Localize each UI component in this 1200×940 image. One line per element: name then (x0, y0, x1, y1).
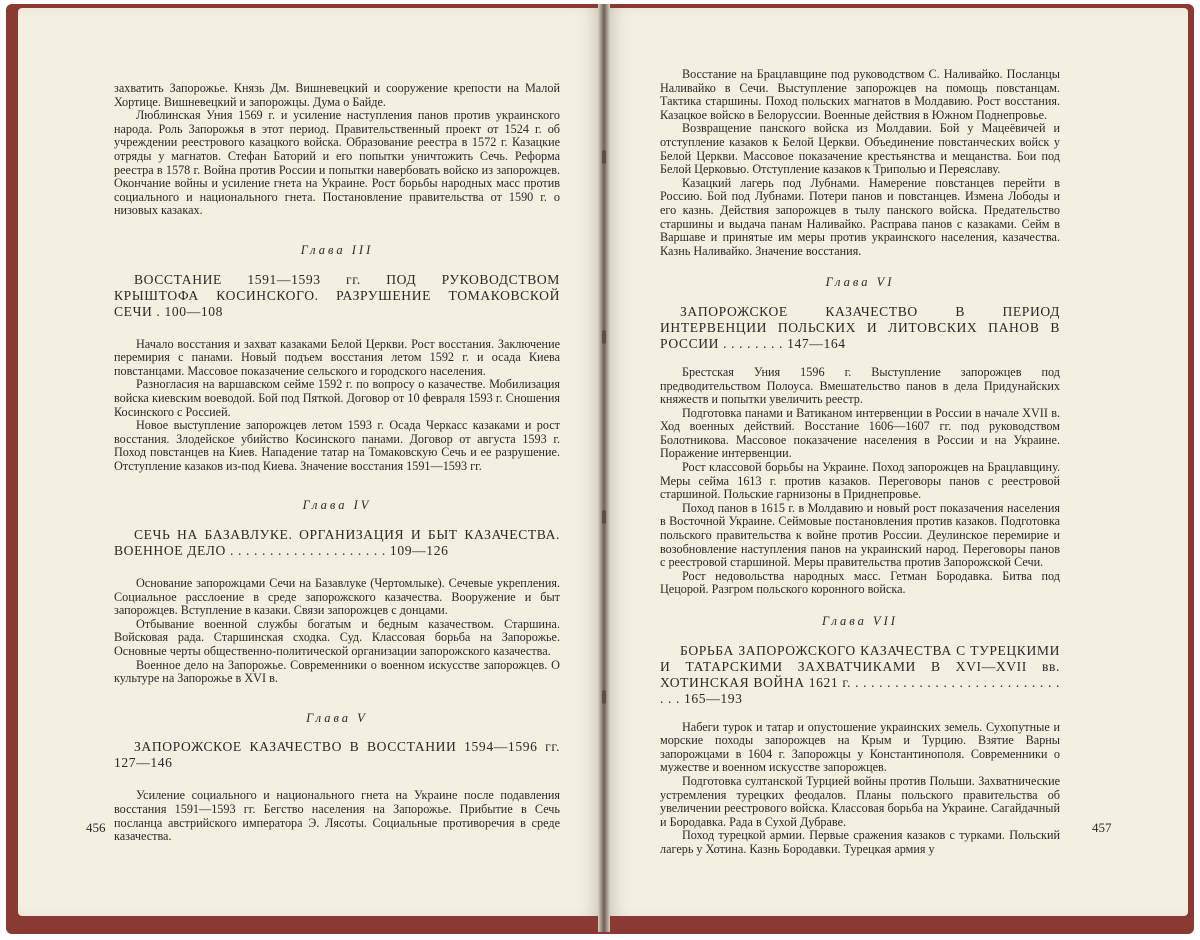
chapter-page-range: 100—108 (164, 303, 224, 319)
chapter-label: Глава VI (825, 275, 895, 290)
chapter-title (114, 739, 560, 771)
intro-paragraph: Казацкий лагерь под Лубнами. Намерение повстанцев перейти в Россию. Бой под Лубнами. Потери панов и повстанцев. Измена Лободы и его казнь. Действия запорожцев в тылу панского войска. Предательство старшины и выдача панам Наливайко. Расправа панов с казаками. Сейм в Варшаве и принятые им меры против украинского населения, казачества. Казнь Наливайко. Значение восстания. (660, 175, 1060, 258)
dot-leader: . . . . . . . . . . . . . . . . . . . . . . . . . . . . . (660, 674, 1060, 706)
intro-paragraph: Возвращение панского войска из Молдавии. Бой у Мацеёвичей и отступление казаков к Белой Церкви. Объединение повстанческих войск у Белой Церкви. Массовое показачение крестьянства и мещанства. Бои под Белой Церковью. Отступление казаков к Триполью и Переяславу. (660, 121, 1060, 177)
dot-leader: . . . . . . . . . . . . . . . . . . . . (225, 543, 390, 559)
chapter-label: Глава V (306, 710, 368, 725)
binding-stitch (602, 690, 606, 704)
chapter-title (660, 643, 1060, 707)
chapter-paragraph: Рост классовой борьбы на Украине. Поход запорожцев на Брацлавщину. Меры сейма 1613 г. против казаков. Переговоры панов с реестровой старшиной. Польские гарнизоны в Приднепровье. (660, 460, 1060, 502)
right-page (604, 8, 1188, 916)
chapter-paragraph: Начало восстания и захват казаками Белой Церкви. Рост восстания. Заключение перемирия с панами. Новый подъем восстания летом 1592 г. и осада Киева повстанцами. Массовое показачение сельского и городского населения. (114, 336, 560, 378)
right-page-text (660, 68, 1060, 857)
chapter-title (114, 272, 560, 320)
chapter-page-range: 127—146 (114, 755, 173, 771)
book-spine (598, 4, 610, 932)
chapter-paragraph: Основание запорожцами Сечи на Базавлуке (Чертомлыке). Сечевые укрепления. Социальное расслоение в среде запорожского казачества. Вооружение и быт запорожцев. Вступление в казаки. Связи запорожцев с донцами. (114, 576, 560, 618)
chapter-page-range: 147—164 (787, 335, 846, 351)
chapter-title (660, 304, 1060, 352)
chapter-title-text: ВОССТАНИЕ 1591—1593 гг. ПОД РУКОВОДСТВОМ КРЫШТОФА КОСИНСКОГО. РАЗРУШЕНИЕ ТОМАКОВСКОЙ СЕЧИ (114, 271, 560, 319)
intro-paragraph: Люблинская Уния 1569 г. и усиление наступления панов против украинского народа. Роль Запорожья в этот период. Правительственный проект от 1524 г. об учреждении реестрового казацкого войска. Образование реестра в 1572 г. Казацкие отряды у магнатов. Стефан Баторий и его попытки уничтожить Сечь. Реформа реестра в 1578 г. Война против России и попытки навербовать войско из запорожцев. Окончание войны и усиление гнета на Украине. Рост борьбы народных масс против социального и национального гнета. Постановление правительства от 1590 г. о низовых казаках. (114, 108, 560, 218)
chapter-label: Глава IV (302, 498, 372, 513)
chapter-label: Глава VII (822, 614, 898, 628)
chapter-page-range: 165—193 (684, 690, 743, 706)
chapter-paragraph: Набеги турок и татар и опустошение украинских земель. Сухопутные и морские походы запорожцев на Крым и Турцию. Взятие Варны запорожцами в 1604 г. Запорожцы у Константинополя. Современники о мужестве и военном искусстве запорожцев. (660, 719, 1060, 775)
chapter-paragraph: Поход панов в 1615 г. в Молдавию и новый рост показачения населения в Восточной Украине. Сеймовые постановления против казаков. Подготовка польского правительства к войне против России. Деулинское перемирие и возобновление наступления панов на украинский народ. Переговоры панов с реестровой старшиной. Меры правительства против Запорожской Сечи. (660, 500, 1060, 570)
chapter-title (114, 527, 560, 559)
left-page-text (114, 82, 560, 844)
chapter-paragraph: Рост недовольства народных масс. Гетман Бородавка. Битва под Цецорой. Разгром польского коронного войска. (660, 568, 1060, 597)
chapter-title-text: ЗАПОРОЖСКОЕ КАЗАЧЕСТВО В ПЕРИОД ИНТЕРВЕНЦИИ ПОЛЬСКИХ И ЛИТОВСКИХ ПАНОВ В РОССИИ (660, 303, 1060, 351)
chapter-title-text: БОРЬБА ЗАПОРОЖСКОГО КАЗАЧЕСТВА С ТУРЕЦКИМИ И ТАТАРСКИМИ ЗАХВАТЧИКАМИ В XVI—XVII вв. ХОТИНСКАЯ ВОЙНА 1621 г. (660, 642, 1060, 690)
binding-stitch (602, 510, 606, 524)
intro-paragraph: Восстание на Брацлавщине под руководством С. Наливайко. Посланцы Наливайко в Сечи. Выступление запорожцев на помощь повстанцам. Тактика старшины. Поход польских магнатов в Молдавию. Рост восстания. Казацкое войско в Белоруссии. Военные действия в Южном Поднепровье. (660, 67, 1060, 122)
chapter-paragraph: Разногласия на варшавском сейме 1592 г. по вопросу о казачестве. Мобилизация войска киевским воеводой. Бой под Пяткой. Договор от 10 февраля 1593 г. Сношения Косинского с Россией. (114, 377, 560, 419)
binding-stitch (602, 330, 606, 344)
chapter-title-text: СЕЧЬ НА БАЗАВЛУКЕ. ОРГАНИЗАЦИЯ И БЫТ КАЗАЧЕСТВА. ВОЕННОЕ ДЕЛО (114, 527, 560, 559)
page-number-left: 456 (86, 820, 106, 835)
dot-leader: . (152, 303, 165, 319)
chapter-paragraph: Поход турецкой армии. Первые сражения казаков с турками. Польский лагерь у Хотина. Казнь Бородавки. Турецкая армия у (660, 828, 1060, 856)
chapter-title-text: ЗАПОРОЖСКОЕ КАЗАЧЕСТВО В ВОССТАНИИ 1594—1596 гг. (134, 739, 560, 755)
chapter-paragraph: Военное дело на Запорожье. Современники о военном искусстве запорожцев. О культуре на Запорожье в XVI в. (114, 657, 560, 686)
chapter-paragraph: Подготовка султанской Турцией войны против Польши. Захватнические устремления турецких феодалов. Планы польского правительства об увеличении реестрового войска. Классовая борьба на Украине. Сагайдачный и Бородавка. Рада в Сухой Дубраве. (660, 773, 1060, 829)
chapter-page-range: 109—126 (389, 543, 449, 559)
binding-stitch (602, 150, 606, 164)
chapter-label: Глава III (300, 242, 374, 257)
chapter-paragraph: Подготовка панами и Ватиканом интервенции в России в начале XVII в. Ход военных действий. Восстание 1606—1607 гг. под руководством Болотникова. Массовое показачение населения в России и на Украине. Поражение интервенции. (660, 405, 1060, 461)
left-page (18, 8, 604, 916)
dot-leader: . . . . . . . . (719, 335, 788, 351)
chapter-paragraph: Новое выступление запорожцев летом 1593 г. Осада Черкасс казаками и рост восстания. Злодейское убийство Косинского панами. Договор от августа 1593 г. Поход повстанцев на Киев. Нападение татар на Томаковскую Сечь и ее разрушение. Отступление казаков из-под Киева. Значение восстания 1591—1593 гг. (114, 418, 560, 473)
chapter-paragraph: Брестская Уния 1596 г. Выступление запорожцев под предводительством Полоуса. Вмешательство панов в дела Придунайских княжеств и попытки увеличить реестр. (660, 364, 1060, 407)
chapter-paragraph: Отбывание военной службы богатым и бедным казачеством. Старшина. Войсковая рада. Старшинская сходка. Суд. Классовая борьба на Запорожье. Основные черты общественно-политической организации запорожского казачества. (114, 616, 560, 659)
page-number-right: 457 (1092, 820, 1112, 835)
chapter-paragraph: Усиление социального и национального гнета на Украине после подавления восстания 1591—1593 гг. Бегство населения на Запорожье. Прибытие в Сечь посланца австрийского императора Э. Лясоты. Социальные противоречия в среде казачества. (114, 788, 560, 844)
intro-paragraph: захватить Запорожье. Князь Дм. Вишневецкий и сооружение крепости на Малой Хортице. Вишневецкий и запорожцы. Дума о Байде. (114, 81, 560, 109)
